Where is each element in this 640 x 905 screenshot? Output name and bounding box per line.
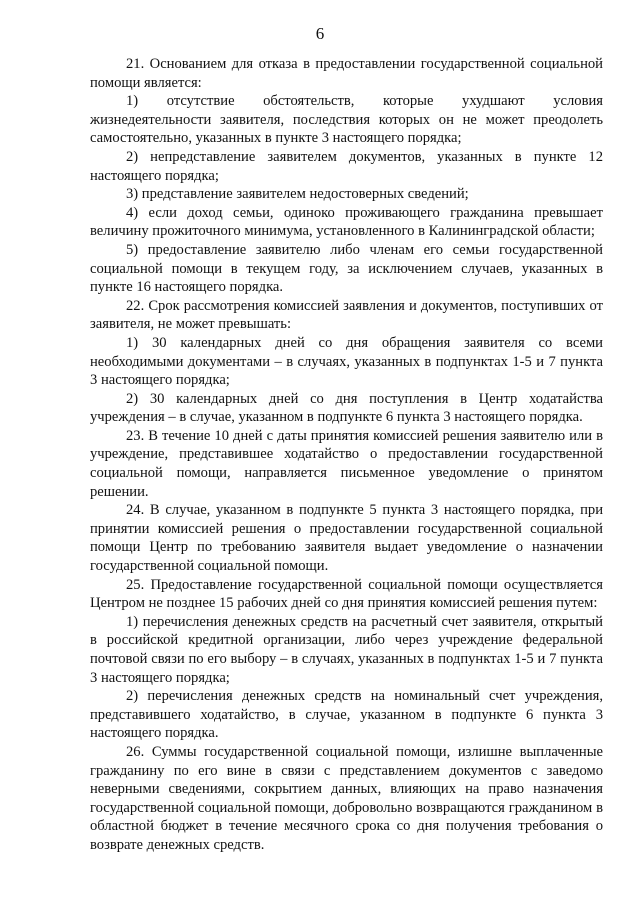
paragraph-22: 22. Срок рассмотрения комиссией заявления и документов, поступивших от заявителя, не может превышать: (90, 297, 603, 333)
paragraph-21-item-5: 5) предоставление заявителю либо членам его семьи государственной социальной помощи в текущем году, за исключением случаев, указанных в пункте 16 настоящего порядка. (90, 241, 603, 296)
page-number: 6 (315, 24, 325, 43)
paragraph-25-item-2: 2) перечисления денежных средств на номинальный счет учреждения, представившего ходатайство, в случае, указанном в подпункте 6 пункта 3 настоящего порядка. (90, 688, 603, 742)
paragraph-21: 21. Основанием для отказа в предоставлении государственной социальной помощи является: (90, 56, 603, 91)
paragraph-21-item-1: 1) отсутствие обстоятельств, которые ухудшают условия жизнедеятельности заявителя, последствия которых он не может преодолеть самостоятельно, указанных в пункте 3 настоящего порядка; (90, 93, 603, 147)
paragraph-22-item-2: 2) 30 календарных дней со дня поступления в Центр ходатайства учреждения – в случае, указанном в подпункте 6 пункта 3 настоящего порядка. (90, 390, 603, 426)
paragraph-23: 23. В течение 10 дней с даты принятия комиссией решения заявителю или в учреждение, представившее ходатайство о предоставлении государственной социальной помощи, направляется письменное уведомление о принятом решении. (90, 427, 603, 500)
paragraph-21-item-3: 3) представление заявителем недостоверных сведений; (126, 186, 469, 203)
paragraph-26: 26. Суммы государственной социальной помощи, излишне выплаченные гражданину по его вине в связи с представлением документов с заведомо неверными сведениями, сокрытием данных, влияющих на право назначения государственной социальной помощи, добровольно возвращаются гражданином в областной бюджет в течение месячного срока со дня получения требования о возврате денежных средств. (90, 743, 603, 853)
paragraph-24: 24. В случае, указанном в подпункте 5 пункта 3 настоящего порядка, при принятии комиссией решения о предоставлении государственной социальной помощи Центр по требованию заявителя выдает уведомление о назначении государственной социальной помощи. (90, 502, 603, 575)
paragraph-25-item-1: 1) перечисления денежных средств на расчетный счет заявителя, открытый в российской кредитной организации, либо через учреждение федеральной почтовой связи по его выбору – в случаях, указанных в подпунктах 1-5 и 7 пункта 3 настоящего порядка; (90, 613, 603, 686)
document-body (90, 55, 603, 855)
paragraph-21-item-4: 4) если доход семьи, одиноко проживающего гражданина превышает величину прожиточного минимума, установленного в Калининградской области; (90, 204, 603, 240)
paragraph-22-item-1: 1) 30 календарных дней со дня обращения заявителя со всеми необходимыми документами – в случаях, указанных в подпунктах 1-5 и 7 пункта 3 настоящего порядка; (90, 334, 603, 389)
paragraph-21-item-2: 2) непредставление заявителем документов, указанных в пункте 12 настоящего порядка; (90, 148, 603, 184)
paragraph-25: 25. Предоставление государственной социальной помощи осуществляется Центром не позднее 15 рабочих дней со дня принятия комиссией решения путем: (90, 576, 603, 612)
